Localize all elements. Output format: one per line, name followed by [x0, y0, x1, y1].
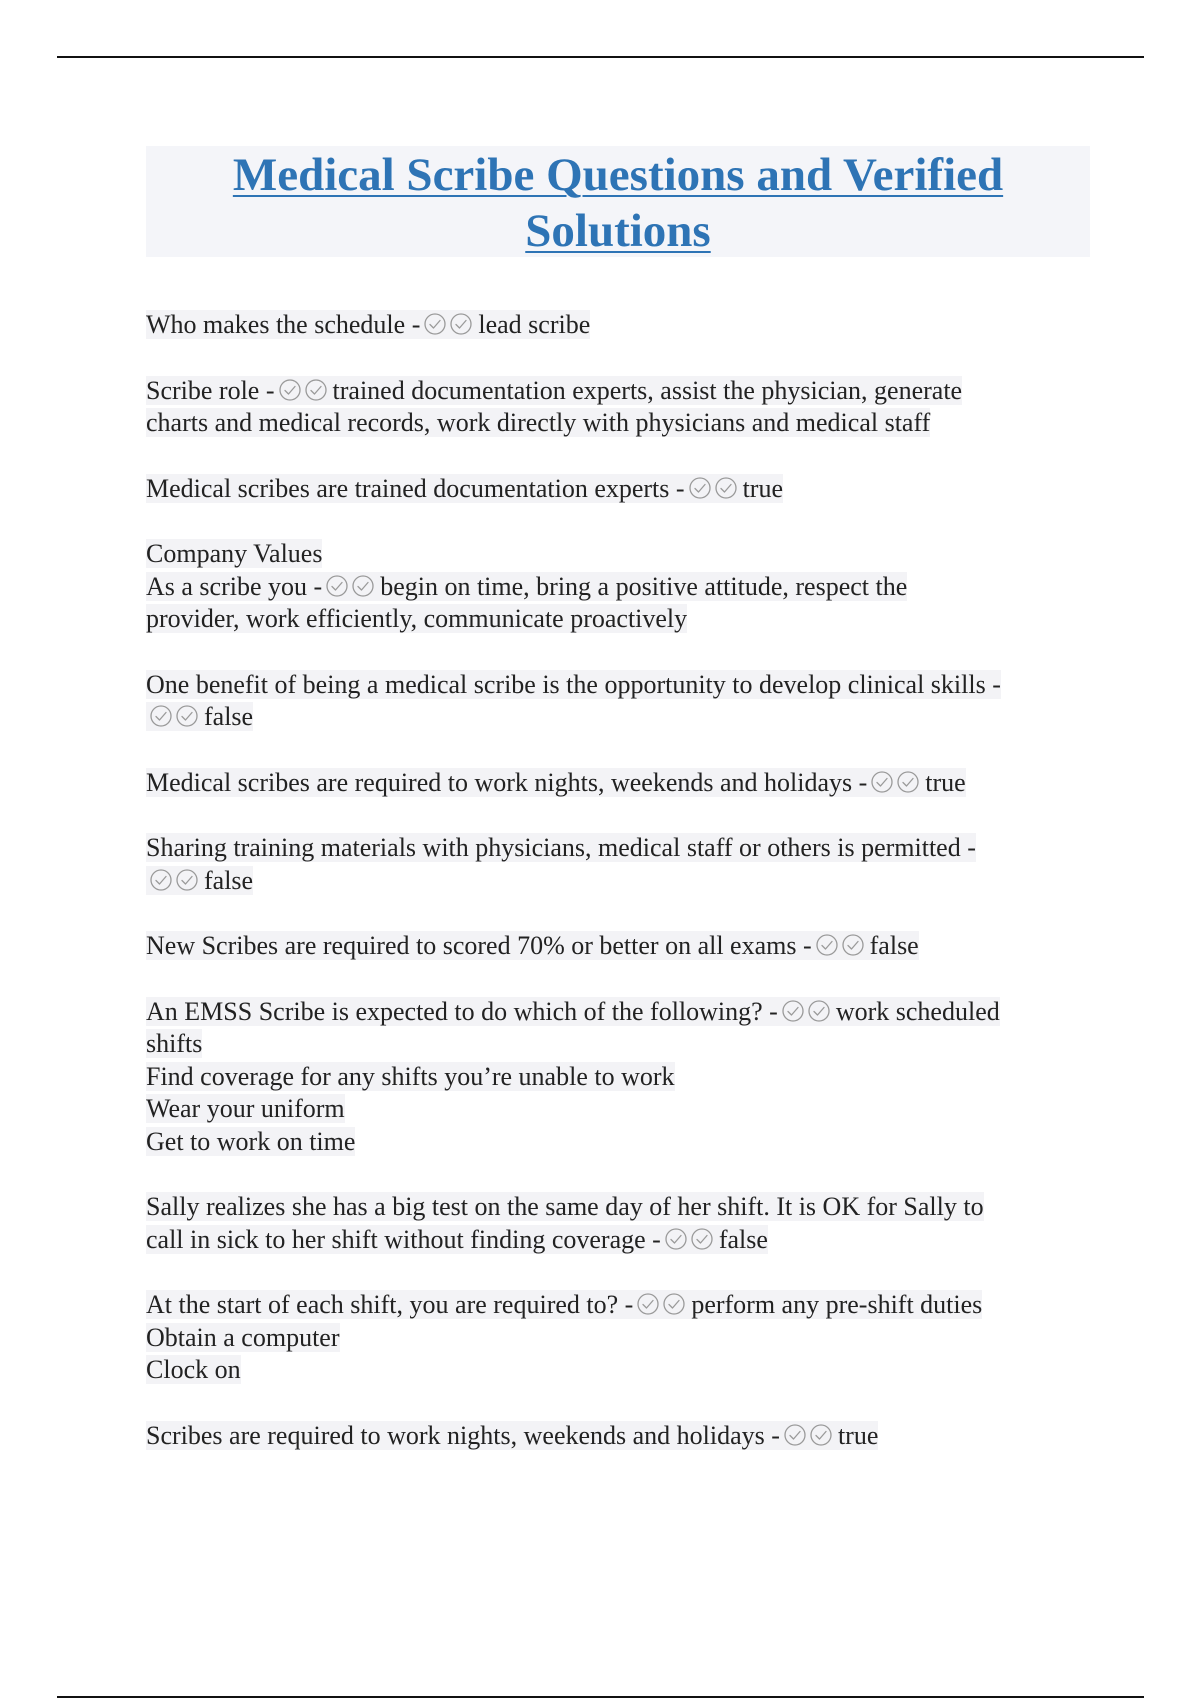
qa-line [146, 571, 1086, 604]
document-title: Medical Scribe Questions and Verified Solutions [232, 149, 1004, 257]
qa-text: One benefit of being a medical scribe is the opportunity to develop clinical skills - [146, 669, 1001, 699]
qa-entry [146, 1191, 1086, 1256]
question-text: As a scribe you - [146, 571, 323, 601]
qa-text: Clock on [146, 1355, 241, 1384]
double-check-circle-icon [783, 1423, 835, 1456]
qa-text: charts and medical records, work directly with physicians and medical staff [146, 408, 931, 437]
double-check-circle-icon [664, 1227, 716, 1260]
check-circle-icon [175, 704, 199, 728]
question-text: Medical scribes are trained documentation experts - [146, 473, 685, 503]
qa-line [146, 407, 1086, 440]
check-circle-icon [807, 999, 831, 1023]
qa-entry [146, 832, 1086, 897]
qa-text: Sharing training materials with physicians, medical staff or others is permitted - [146, 833, 976, 862]
answer-text: true [742, 473, 783, 503]
qa-line [146, 701, 1086, 734]
answer-text: trained documentation experts, assist the physician, generate [332, 375, 963, 405]
check-circle-icon [896, 770, 920, 794]
qa-line-text [146, 1029, 202, 1058]
check-circle-icon [662, 1292, 686, 1316]
qa-text: Sally realizes she has a big test on the same day of her shift. It is OK for Sally to [146, 1192, 984, 1221]
double-check-circle-icon [423, 312, 475, 345]
double-check-circle-icon [688, 476, 740, 509]
answer-text: perform any pre-shift duties [691, 1290, 983, 1319]
qa-line [146, 1420, 1086, 1453]
qa-line-text [146, 931, 919, 960]
answer-text: false [869, 931, 919, 960]
qa-line [146, 1028, 1086, 1061]
qa-line-text [146, 310, 590, 339]
question-text: Scribe role - [146, 375, 275, 405]
check-circle-icon [304, 378, 328, 402]
qa-line [146, 1093, 1086, 1126]
answer-text: true [925, 767, 966, 797]
qa-entry [146, 473, 1086, 506]
bottom-rule [57, 1696, 1144, 1698]
qa-line [146, 1322, 1086, 1355]
double-check-circle-icon [636, 1292, 688, 1325]
qa-entry [146, 309, 1086, 342]
check-circle-icon [783, 1423, 807, 1447]
qa-line-text [146, 572, 907, 601]
double-check-circle-icon [278, 378, 330, 411]
answer-text: true [837, 1420, 879, 1450]
qa-text: provider, work efficiently, communicate proactively [146, 604, 688, 633]
double-check-circle-icon [149, 868, 201, 901]
check-circle-icon [325, 574, 349, 598]
answer-text: false [718, 1224, 768, 1254]
double-check-circle-icon [325, 574, 377, 607]
qa-line [146, 1126, 1086, 1159]
check-circle-icon [690, 1227, 714, 1251]
qa-line [146, 1061, 1086, 1094]
check-circle-icon [664, 1227, 688, 1251]
qa-line-text [146, 702, 253, 731]
qa-line-text [146, 768, 966, 797]
qa-line-text [146, 670, 1001, 699]
qa-text: Company Values [146, 539, 323, 568]
question-text: call in sick to her shift without finding coverage - [146, 1224, 661, 1254]
title-banner [146, 146, 1090, 257]
check-circle-icon [636, 1292, 660, 1316]
qa-entry [146, 996, 1086, 1159]
check-circle-icon [351, 574, 375, 598]
qa-line-text [146, 1127, 355, 1156]
check-circle-icon [870, 770, 894, 794]
qa-line [146, 996, 1086, 1029]
qa-line-text [146, 1355, 241, 1384]
qa-line [146, 669, 1086, 702]
qa-line-text [146, 997, 1000, 1026]
check-circle-icon [809, 1423, 833, 1447]
check-circle-icon [149, 704, 173, 728]
qa-line-text [146, 604, 687, 633]
qa-line-text [146, 474, 783, 503]
check-circle-icon [175, 868, 199, 892]
qa-text: Obtain a computer [146, 1322, 340, 1352]
check-circle-icon [714, 476, 738, 500]
qa-entry [146, 767, 1086, 800]
check-circle-icon [149, 868, 173, 892]
question-text: An EMSS Scribe is expected to do which of the following? - [146, 996, 778, 1026]
qa-entry [146, 1289, 1086, 1387]
check-circle-icon [423, 312, 447, 336]
question-text: Who makes the schedule - [146, 310, 421, 339]
double-check-circle-icon [870, 770, 922, 803]
question-text: At the start of each shift, you are required to? - [146, 1290, 634, 1319]
qa-line-text [146, 833, 976, 862]
qa-line-text [146, 408, 930, 437]
qa-line [146, 473, 1086, 506]
double-check-circle-icon [815, 933, 867, 966]
qa-line-text [146, 376, 962, 405]
qa-entry [146, 930, 1086, 963]
qa-line [146, 832, 1086, 865]
double-check-circle-icon [781, 999, 833, 1032]
qa-text: Wear your uniform [146, 1094, 345, 1123]
qa-line-text [146, 1192, 984, 1221]
qa-list [146, 309, 1086, 1485]
qa-entry [146, 1420, 1086, 1453]
qa-line [146, 603, 1086, 636]
answer-text: begin on time, bring a positive attitude, respect the [380, 571, 908, 601]
question-text: New Scribes are required to scored 70% or better on all exams - [146, 931, 812, 960]
qa-line-text [146, 1225, 768, 1254]
qa-line [146, 375, 1086, 408]
qa-entry [146, 375, 1086, 440]
answer-text: lead scribe [478, 310, 591, 339]
qa-line [146, 767, 1086, 800]
qa-line-text [146, 1062, 675, 1091]
answer-text: work scheduled [835, 996, 1000, 1026]
qa-line [146, 1354, 1086, 1387]
qa-line-text [146, 1421, 878, 1450]
qa-line [146, 930, 1086, 963]
check-circle-icon [781, 999, 805, 1023]
qa-line [146, 1191, 1086, 1224]
qa-text: Find coverage for any shifts you’re unable to work [146, 1061, 675, 1091]
answer-text: false [204, 865, 254, 895]
qa-line [146, 865, 1086, 898]
answer-text: false [204, 702, 254, 731]
qa-line [146, 309, 1086, 342]
qa-line-text [146, 539, 322, 568]
question-text: Scribes are required to work nights, weekends and holidays - [146, 1420, 780, 1450]
check-circle-icon [278, 378, 302, 402]
qa-line [146, 538, 1086, 571]
qa-line-text [146, 866, 253, 895]
question-text: Medical scribes are required to work nights, weekends and holidays - [146, 767, 868, 797]
qa-text: shifts [146, 1029, 203, 1058]
check-circle-icon [815, 933, 839, 957]
double-check-circle-icon [149, 704, 201, 737]
qa-line-text [146, 1323, 340, 1352]
check-circle-icon [449, 312, 473, 336]
top-rule [57, 56, 1144, 58]
qa-text: Get to work on time [146, 1126, 356, 1156]
qa-line [146, 1289, 1086, 1322]
qa-entry [146, 538, 1086, 636]
check-circle-icon [688, 476, 712, 500]
qa-entry [146, 669, 1086, 734]
qa-line [146, 1224, 1086, 1257]
qa-line-text [146, 1094, 345, 1123]
qa-line-text [146, 1290, 982, 1319]
check-circle-icon [841, 933, 865, 957]
